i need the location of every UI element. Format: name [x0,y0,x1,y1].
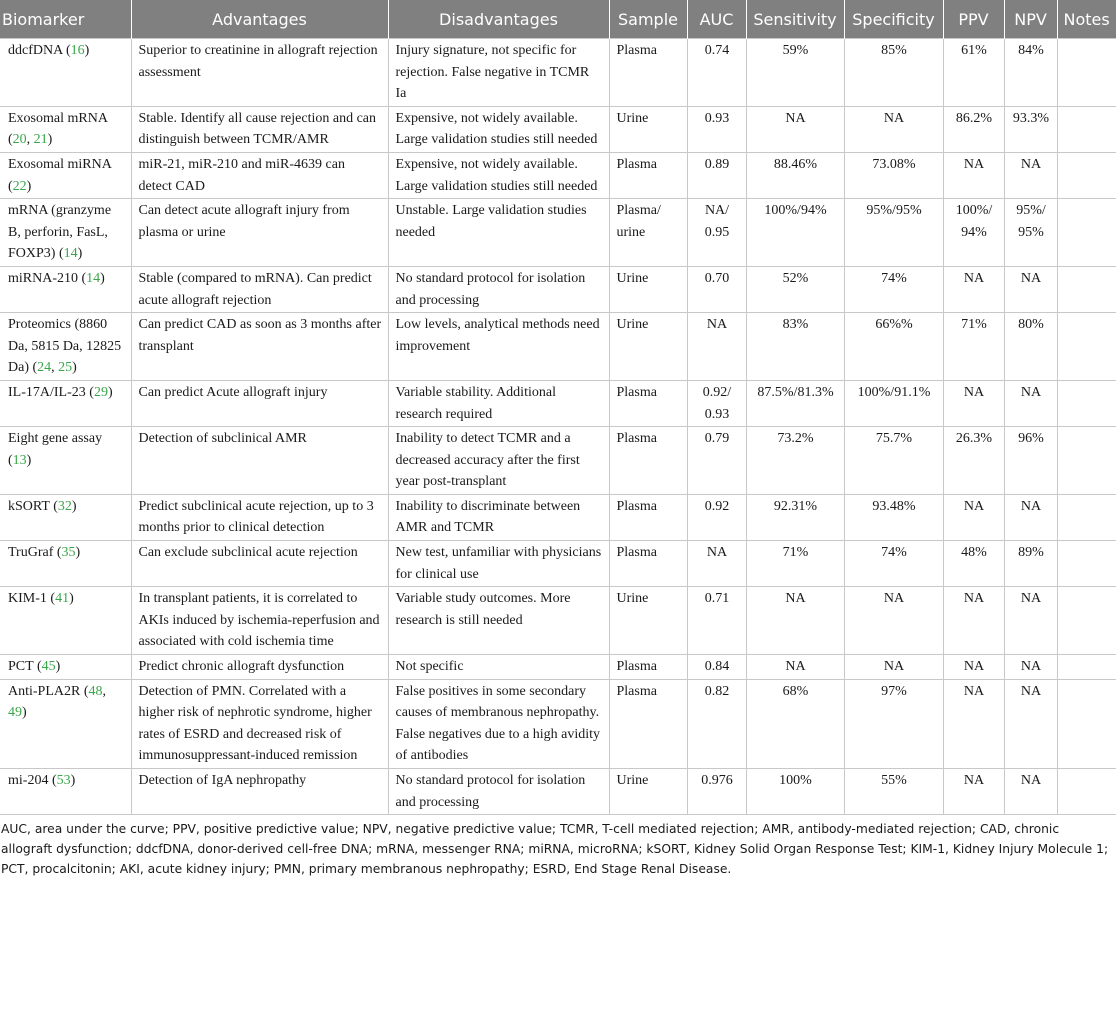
auc-cell: 0.74 [687,39,746,107]
reference-link[interactable]: 21 [33,132,48,148]
table-row [0,427,1116,495]
ppv-cell: NA [943,769,1004,815]
advantages-cell: Stable (compared to mRNA). Can predict acute allograft rejection [131,266,388,312]
sample-cell: Urine [609,106,687,152]
specificity-cell: NA [844,587,943,655]
reference-link[interactable]: 16 [70,43,85,58]
auc-cell: 0.70 [687,266,746,312]
auc-cell: 0.92 [687,494,746,540]
specificity-cell: 73.08% [844,152,943,198]
biomarker-cell: mRNA (granzyme B, perforin, FasL, FOXP3) (14) [0,199,131,267]
table-row [0,494,1116,540]
col-header-npv: NPV [1004,0,1057,39]
table-row [0,587,1116,655]
reference-link[interactable]: 53 [56,773,71,788]
npv-cell: 89% [1004,541,1057,587]
specificity-cell: 75.7% [844,427,943,495]
specificity-cell: 55% [844,769,943,815]
reference-link[interactable]: 41 [55,591,70,607]
disadvantages-cell: Variable stability. Additional research required [388,380,609,426]
col-header-sensitivity: Sensitivity [746,0,844,39]
auc-cell: 0.84 [687,655,746,680]
disadvantages-cell: No standard protocol for isolation and processing [388,266,609,312]
ppv-cell: 71% [943,313,1004,381]
table-row [0,313,1116,381]
ppv-cell: 26.3% [943,427,1004,495]
disadvantages-cell: Injury signature, not specific for rejection. False negative in TCMR Ia [388,39,609,107]
sensitivity-cell: NA [746,587,844,655]
sensitivity-cell: 73.2% [746,427,844,495]
reference-link[interactable]: 35 [61,545,76,561]
col-header-ppv: PPV [943,0,1004,39]
col-header-biomarker: Biomarker [0,0,131,39]
ppv-cell: 86.2% [943,106,1004,152]
specificity-cell: 85% [844,39,943,107]
reference-link[interactable]: 32 [57,498,72,514]
biomarker-name: mi-204 [8,773,49,788]
col-header-disadvantages: Disadvantages [388,0,609,39]
notes-cell [1057,541,1116,587]
biomarker-name: Eight gene assay [8,431,103,447]
sensitivity-cell: 71% [746,541,844,587]
disadvantages-cell: New test, unfamiliar with physicians for clinical use [388,541,609,587]
sensitivity-cell: NA [746,655,844,680]
npv-cell: NA [1004,494,1057,540]
reference-link[interactable]: 14 [86,270,101,286]
reference-link[interactable]: 29 [93,384,108,400]
reference-link[interactable]: 45 [41,659,56,675]
advantages-cell: Can exclude subclinical acute rejection [131,541,388,587]
ppv-cell: NA [943,380,1004,426]
table-row [0,152,1116,198]
specificity-cell: 97% [844,679,943,768]
npv-cell: NA [1004,266,1057,312]
ppv-cell: 48% [943,541,1004,587]
sample-cell: Plasma [609,679,687,768]
col-header-auc: AUC [687,0,746,39]
notes-cell [1057,380,1116,426]
notes-cell [1057,313,1116,381]
reference-link[interactable]: 25 [58,360,73,376]
sample-cell: Plasma [609,494,687,540]
specificity-cell: 66%% [844,313,943,381]
auc-cell: 0.93 [687,106,746,152]
reference-link[interactable]: 24 [37,360,52,376]
notes-cell [1057,587,1116,655]
auc-cell: NA [687,313,746,381]
advantages-cell: Can predict CAD as soon as 3 months after transplant [131,313,388,381]
advantages-cell: Can detect acute allograft injury from plasma or urine [131,199,388,267]
auc-cell: 0.82 [687,679,746,768]
biomarker-name: IL-17A/IL-23 [8,384,86,400]
advantages-cell: miR-21, miR-210 and miR-4639 can detect CAD [131,152,388,198]
biomarker-cell: IL-17A/IL-23 (29) [0,380,131,426]
specificity-cell: NA [844,655,943,680]
col-header-advantages: Advantages [131,0,388,39]
sensitivity-cell: 100%/94% [746,199,844,267]
biomarker-name: TruGraf [8,545,54,561]
disadvantages-cell: Variable study outcomes. More research is still needed [388,587,609,655]
sensitivity-cell: 52% [746,266,844,312]
notes-cell [1057,655,1116,680]
table-row [0,106,1116,152]
disadvantages-cell: Not specific [388,655,609,680]
npv-cell: 95%/ 95% [1004,199,1057,267]
table-row [0,541,1116,587]
col-header-specificity: Specificity [844,0,943,39]
ppv-cell: 61% [943,39,1004,107]
table-row [0,380,1116,426]
advantages-cell: Detection of IgA nephropathy [131,769,388,815]
specificity-cell: 100%/91.1% [844,380,943,426]
sample-cell: Urine [609,587,687,655]
auc-cell: 0.71 [687,587,746,655]
npv-cell: 93.3% [1004,106,1057,152]
sample-cell: Plasma/ urine [609,199,687,267]
table-row [0,39,1116,107]
advantages-cell: Superior to creatinine in allograft rejection assessment [131,39,388,107]
sensitivity-cell: 92.31% [746,494,844,540]
sensitivity-cell: 59% [746,39,844,107]
specificity-cell: 74% [844,266,943,312]
biomarker-name: ddcfDNA [8,43,63,58]
disadvantages-cell: No standard protocol for isolation and processing [388,769,609,815]
ppv-cell: NA [943,494,1004,540]
ppv-cell: NA [943,655,1004,680]
biomarker-name: mRNA (granzyme B, perforin, FasL, FOXP3) [8,203,112,262]
biomarker-cell: kSORT (32) [0,494,131,540]
table-row [0,655,1116,680]
col-header-sample: Sample [609,0,687,39]
ppv-cell: NA [943,152,1004,198]
notes-cell [1057,152,1116,198]
advantages-cell: In transplant patients, it is correlated to AKIs induced by ischemia-reperfusion and associated with cold ischemia time [131,587,388,655]
sensitivity-cell: 83% [746,313,844,381]
sample-cell: Plasma [609,427,687,495]
sensitivity-cell: 88.46% [746,152,844,198]
biomarker-cell: Anti-PLA2R (48, 49) [0,679,131,768]
notes-cell [1057,266,1116,312]
sample-cell: Plasma [609,39,687,107]
auc-cell: 0.92/ 0.93 [687,380,746,426]
disadvantages-cell: Inability to discriminate between AMR and TCMR [388,494,609,540]
sensitivity-cell: 100% [746,769,844,815]
advantages-cell: Stable. Identify all cause rejection and can distinguish between TCMR/AMR [131,106,388,152]
biomarker-name: KIM-1 [8,591,47,607]
table-footnote: AUC, area under the curve; PPV, positive predictive value; NPV, negative predictive value; TCMR, T-cell mediated rejection; AMR, antibody-mediated rejection; CAD, chronic allograft dysfunction; ddcfDNA, donor-derived cell-free DNA; mRNA, messenger RNA; miRNA, microRNA; kSORT, Kidney Solid Organ Response Test; KIM-1, Kidney Injury Molecule 1; PCT, procalcitonin; AKI, acute kidney injury; PMN, primary membranous nephropathy; ESRD, End Stage Renal Disease. [1,822,1109,877]
disadvantages-cell: Inability to detect TCMR and a decreased accuracy after the first year post-transplant [388,427,609,495]
advantages-cell: Detection of PMN. Correlated with a higher risk of nephrotic syndrome, higher rates of ESRD and decreased risk of immunosuppressant-induced remission [131,679,388,768]
disadvantages-cell: Expensive, not widely available. Large validation studies still needed [388,152,609,198]
table-row [0,769,1116,815]
ppv-cell: NA [943,587,1004,655]
sensitivity-cell: NA [746,106,844,152]
reference-link[interactable]: 20 [12,132,27,148]
sensitivity-cell: 87.5%/81.3% [746,380,844,426]
biomarker-cell: Proteomics (8860 Da, 5815 Da, 12825 Da) (24, 25) [0,313,131,381]
advantages-cell: Detection of subclinical AMR [131,427,388,495]
reference-link[interactable]: 13 [12,452,27,468]
biomarker-cell: Eight gene assay (13) [0,427,131,495]
disadvantages-cell: False positives in some secondary causes of membranous nephropathy. False negatives due to a high avidity of antibodies [388,679,609,768]
npv-cell: NA [1004,587,1057,655]
sample-cell: Urine [609,313,687,381]
npv-cell: NA [1004,679,1057,768]
biomarker-cell: ddcfDNA (16) [0,39,131,107]
specificity-cell: 95%/95% [844,199,943,267]
header-row [0,0,1116,39]
biomarker-cell: Exosomal miRNA (22) [0,152,131,198]
col-header-notes: Notes [1057,0,1116,39]
sample-cell: Urine [609,266,687,312]
npv-cell: NA [1004,152,1057,198]
ppv-cell: 100%/ 94% [943,199,1004,267]
biomarker-name: miRNA-210 [8,270,78,286]
advantages-cell: Predict subclinical acute rejection, up to 3 months prior to clinical detection [131,494,388,540]
sensitivity-cell: 68% [746,679,844,768]
biomarker-cell: Exosomal mRNA (20, 21) [0,106,131,152]
reference-link[interactable]: 48 [88,683,103,699]
auc-cell: 0.89 [687,152,746,198]
specificity-cell: NA [844,106,943,152]
specificity-cell: 74% [844,541,943,587]
biomarker-name: Anti-PLA2R [8,683,81,699]
biomarker-name: Exosomal mRNA [8,110,108,126]
notes-cell [1057,494,1116,540]
disadvantages-cell: Expensive, not widely available. Large validation studies still needed [388,106,609,152]
notes-cell [1057,106,1116,152]
ppv-cell: NA [943,266,1004,312]
auc-cell: NA/ 0.95 [687,199,746,267]
auc-cell: 0.79 [687,427,746,495]
ppv-cell: NA [943,679,1004,768]
specificity-cell: 93.48% [844,494,943,540]
npv-cell: 84% [1004,39,1057,107]
sample-cell: Plasma [609,655,687,680]
notes-cell [1057,679,1116,768]
biomarker-cell: mi-204 (53) [0,769,131,815]
notes-cell [1057,769,1116,815]
auc-cell: 0.976 [687,769,746,815]
biomarker-cell: PCT (45) [0,655,131,680]
biomarker-cell: KIM-1 (41) [0,587,131,655]
biomarker-name: Exosomal miRNA [8,156,112,172]
table-body [0,39,1116,815]
disadvantages-cell: Low levels, analytical methods need improvement [388,313,609,381]
npv-cell: NA [1004,380,1057,426]
table-row [0,266,1116,312]
biomarker-cell: miRNA-210 (14) [0,266,131,312]
sample-cell: Plasma [609,380,687,426]
sample-cell: Urine [609,769,687,815]
biomarker-name: PCT [8,659,34,675]
sample-cell: Plasma [609,541,687,587]
biomarker-name: kSORT [8,498,50,514]
npv-cell: 96% [1004,427,1057,495]
table-row [0,199,1116,267]
reference-link[interactable]: 49 [8,705,22,721]
reference-link[interactable]: 22 [12,178,27,194]
npv-cell: NA [1004,655,1057,680]
biomarker-name: Proteomics (8860 Da, 5815 Da, 12825 Da) [8,317,122,376]
advantages-cell: Predict chronic allograft dysfunction [131,655,388,680]
notes-cell [1057,427,1116,495]
biomarker-cell: TruGraf (35) [0,541,131,587]
disadvantages-cell: Unstable. Large validation studies needed [388,199,609,267]
npv-cell: 80% [1004,313,1057,381]
advantages-cell: Can predict Acute allograft injury [131,380,388,426]
auc-cell: NA [687,541,746,587]
notes-cell [1057,199,1116,267]
reference-link[interactable]: 14 [63,246,78,262]
sample-cell: Plasma [609,152,687,198]
npv-cell: NA [1004,769,1057,815]
notes-cell [1057,39,1116,107]
table-row [0,679,1116,768]
